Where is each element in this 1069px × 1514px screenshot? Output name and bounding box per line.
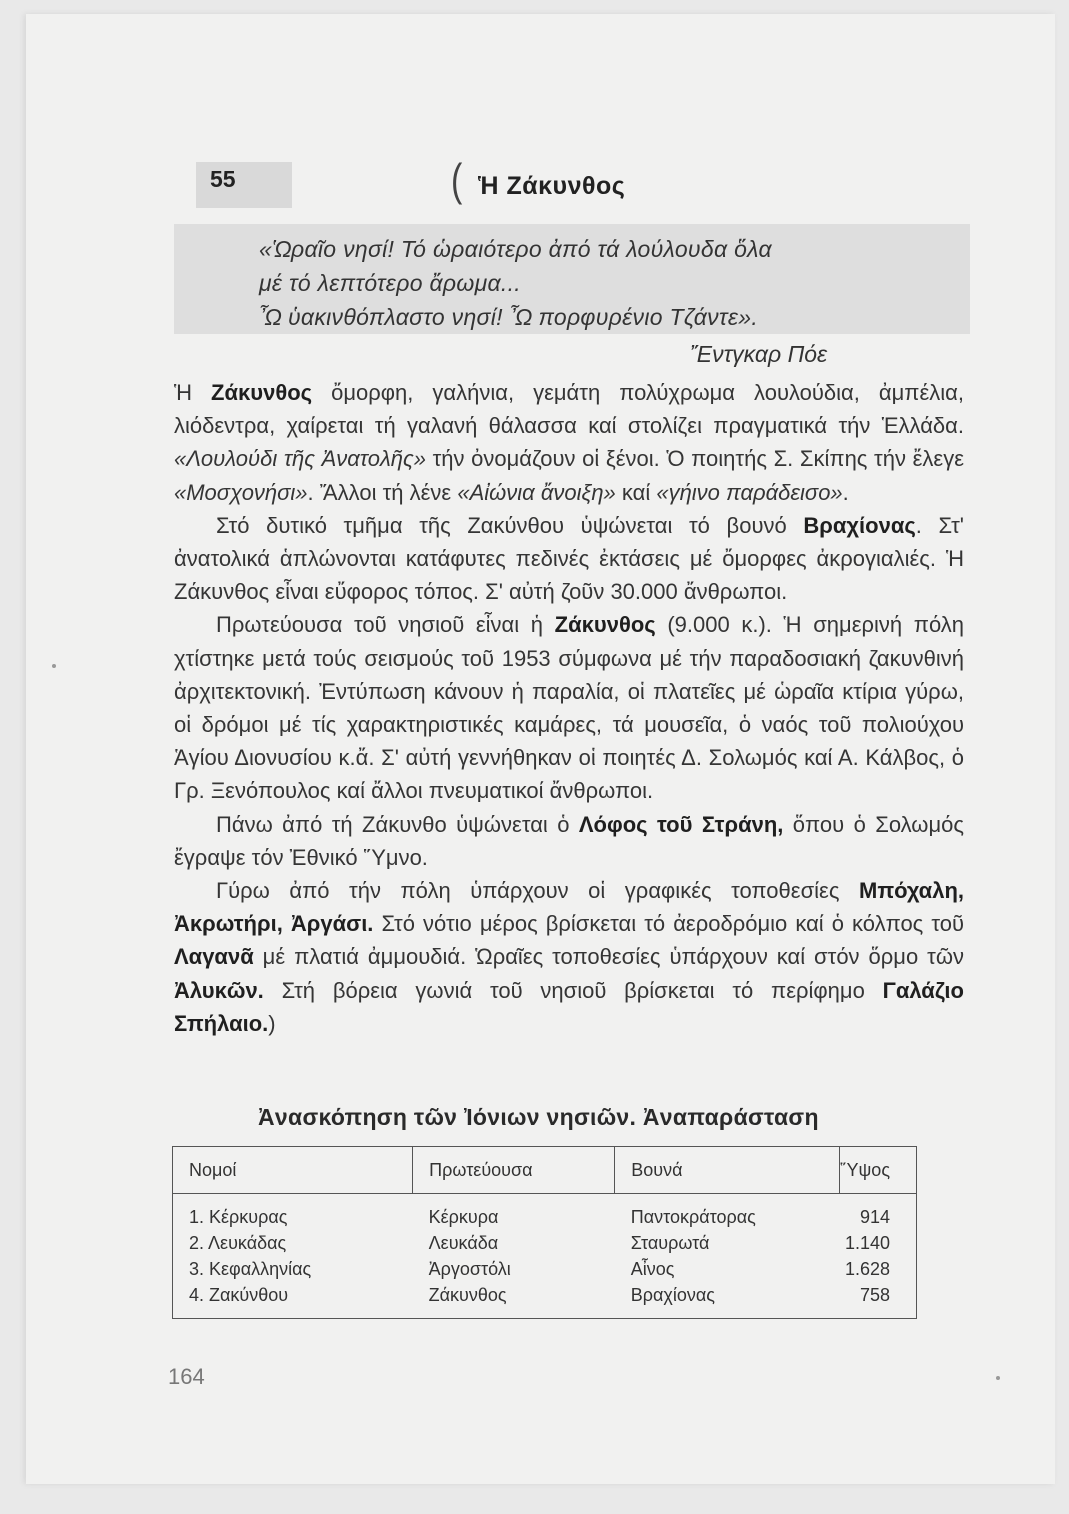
scan-speck bbox=[996, 1376, 1000, 1380]
bold-term: Λόφος τοῦ Στράνη, bbox=[578, 811, 784, 837]
text-run: (9.000 κ.). Ἡ σημερινή πόλη χτίστηκε μετά τούς σεισμούς τοῦ 1953 σύμφωνα μέ τήν παραδοσιακή ζακυνθινή ἀρχιτεκτονική. Ἐντύπωση κάνουν ἡ παραλία, οἱ πλατεῖες μέ ὡραῖα κτίρια γύρω, οἱ δρόμοι μέ τίς χαρακτηριστικές καμάρες, τά μουσεῖα, ὁ ναός τοῦ πολιούχου Ἁγίου Διονυσίου κ.ἄ. Σ' αὐτή γεννήθηκαν οἱ ποιητές Δ. Σολωμός καί Α. Κάλβος, ὁ Γρ. Ξενόπουλος καί ἄλλοι πνευματικοί ἄνθρωποι. bbox=[174, 612, 964, 804]
bold-term: Ἀλυκῶν. bbox=[174, 977, 264, 1003]
table-row bbox=[173, 1194, 917, 1231]
text-run: Γύρω ἀπό τήν πόλη ὑπάρχουν οἱ γραφικές τοποθεσίες bbox=[216, 878, 859, 904]
body-paragraph bbox=[174, 376, 964, 509]
text-run: Στό δυτικό τμῆμα τῆς Ζακύνθου ὑψώνεται τό βουνό bbox=[216, 512, 804, 538]
body-text bbox=[174, 376, 964, 1040]
table-cell: 1. Κέρκυρας bbox=[189, 1206, 288, 1227]
chapter-title: Ἡ Ζάκυνθος bbox=[478, 172, 626, 200]
ionian-islands-table bbox=[172, 1146, 917, 1319]
text-run: . bbox=[842, 479, 849, 505]
text-run: . Στ' ἀνατολικά ἁπλώνονται κατάφυτες πεδινές ἐκτάσεις μέ ὄμορφες ἀκρογιαλιές. Ἡ Ζάκυνθος εἶναι εὔφορος τόπος. Σ' αὐτή ζοῦν 30.000 ἄνθρωποι. bbox=[174, 512, 964, 605]
table-cell: Σταυρωτά bbox=[630, 1232, 710, 1253]
scan-speck bbox=[52, 664, 56, 668]
table-cell: 3. Κεφαλληνίας bbox=[189, 1258, 312, 1279]
table-cell: 758 bbox=[859, 1284, 890, 1305]
italic-quote: «Λουλούδι τῆς Ἀνατολῆς» bbox=[174, 446, 426, 472]
body-paragraph bbox=[174, 874, 964, 1040]
text-run: Ἡ bbox=[174, 380, 212, 405]
epigraph-line: μέ τό λεπτότερο ἄρωμα... bbox=[259, 270, 521, 296]
table-cell: Αἶνος bbox=[630, 1258, 675, 1279]
table-cell: Κέρκυρα bbox=[428, 1206, 499, 1227]
table-cell: Ἀργοστόλι bbox=[428, 1258, 511, 1279]
text-run: ὅπου ὁ Σολωμός ἔγραψε τόν Ἐθνικό Ὕμνο. bbox=[174, 811, 964, 870]
text-run: . Ἄλλοι τή λένε bbox=[307, 479, 458, 505]
table-row bbox=[173, 1256, 917, 1282]
table-header-cell: Πρωτεύουσα bbox=[413, 1147, 615, 1194]
text-run: Στό νότιο μέρος βρίσκεται τό ἀεροδρόμιο καί ὁ κόλπος τοῦ bbox=[373, 911, 964, 937]
table-row bbox=[173, 1282, 917, 1319]
table-cell: Ζάκυνθος bbox=[428, 1284, 507, 1305]
text-run: ) bbox=[268, 1010, 276, 1036]
book-page bbox=[26, 14, 1055, 1484]
table-header-cell: Νομοί bbox=[173, 1147, 413, 1194]
text-run: τήν ὀνομάζουν οἱ ξένοι. Ὁ ποιητής Σ. Σκίπης τήν ἔλεγε bbox=[425, 446, 965, 472]
body-paragraph bbox=[174, 509, 964, 609]
table-row bbox=[173, 1230, 917, 1256]
epigraph-author: Ἔντγκαρ Πόε bbox=[690, 341, 828, 367]
bold-term: Λαγανᾶ bbox=[174, 944, 254, 970]
text-run: ὄμορφη, γαλήνια, γεμάτη πολύχρωμα λουλούδια, ἀμπέλια, λιόδεντρα, χαίρεται τή γαλανή θάλασσα καί στολίζει πραγματικά τήν Ἑλλάδα. bbox=[174, 380, 964, 439]
handwritten-bracket-mark: ( bbox=[451, 156, 463, 206]
text-run: μέ πλατιά ἀμμουδιά. Ὡραῖες τοποθεσίες ὑπάρχουν καί στόν ὅρμο τῶν bbox=[253, 944, 964, 970]
text-run: Στή βόρεια γωνιά τοῦ νησιοῦ βρίσκεται τό περίφημο bbox=[263, 977, 883, 1003]
text-run: Πάνω ἀπό τή Ζάκυνθο ὑψώνεται ὁ bbox=[216, 811, 579, 837]
bold-term: Μπόχαλη, Ἀκρωτήρι, Ἀργάσι. bbox=[174, 878, 964, 937]
italic-quote: «Μοσχονήσι» bbox=[174, 479, 308, 505]
table-cell: 1.140 bbox=[844, 1232, 890, 1253]
italic-quote: «γήινο παράδεισο» bbox=[656, 479, 843, 505]
epigraph-line: Ὦ ὑακινθόπλαστο νησί! Ὦ πορφυρένιο Τζάντε». bbox=[259, 304, 759, 330]
body-paragraph bbox=[174, 608, 964, 807]
italic-quote: «Αἰώνια ἄνοιξη» bbox=[457, 479, 616, 505]
lesson-number: 55 bbox=[210, 166, 236, 192]
bold-term: Ζάκυνθος bbox=[211, 380, 313, 405]
bold-term: Ζάκυνθος bbox=[554, 612, 656, 638]
bold-term: Γαλάζιο Σπήλαιο. bbox=[174, 977, 964, 1036]
table-title: Ἀνασκόπηση τῶν Ἰόνιων νησιῶν. Ἀναπαράσταση bbox=[258, 1104, 819, 1130]
table-header-cell: Ὕψος bbox=[840, 1147, 917, 1194]
text-run: καί bbox=[615, 479, 657, 505]
bold-term: Βραχίονας bbox=[803, 512, 916, 538]
text-run: Πρωτεύουσα τοῦ νησιοῦ εἶναι ἡ bbox=[216, 612, 555, 638]
table-header-row bbox=[173, 1147, 917, 1194]
table-cell: Βραχίονας bbox=[630, 1284, 715, 1305]
table-cell: 1.628 bbox=[844, 1258, 890, 1279]
table-cell: Λευκάδα bbox=[428, 1232, 499, 1253]
epigraph-line: «Ὡραῖο νησί! Τό ὡραιότερο ἀπό τά λούλουδα ὅλα bbox=[259, 236, 772, 262]
table-header-cell: Βουνά bbox=[615, 1147, 840, 1194]
table-cell: 4. Ζακύνθου bbox=[189, 1284, 289, 1305]
page-number: 164 bbox=[168, 1364, 205, 1389]
table-cell: 914 bbox=[859, 1206, 890, 1227]
table-cell: Παντοκράτορας bbox=[630, 1206, 756, 1227]
table-cell: 2. Λευκάδας bbox=[189, 1232, 287, 1253]
body-paragraph bbox=[174, 808, 964, 874]
